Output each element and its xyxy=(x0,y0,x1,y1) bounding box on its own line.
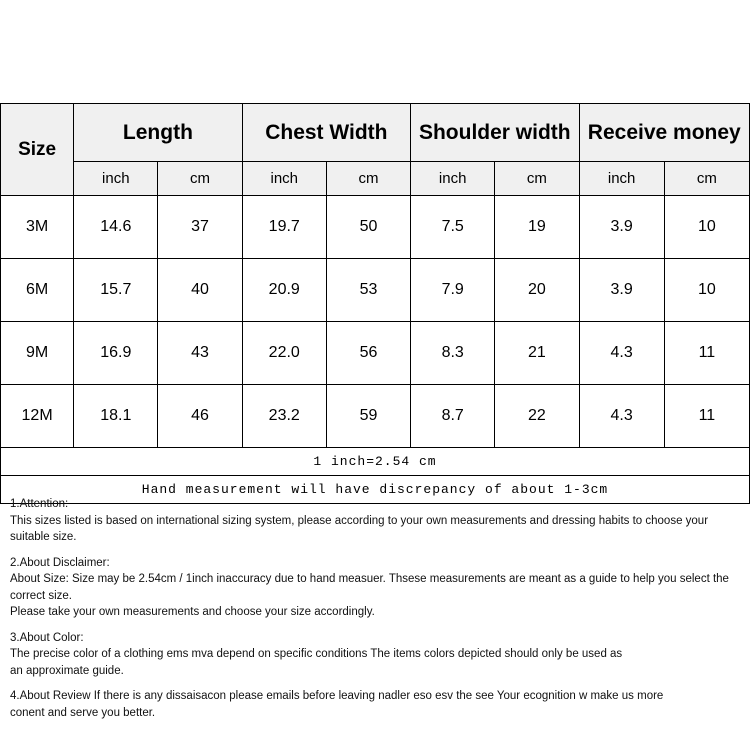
cell-receive-cm: 10 xyxy=(664,196,749,259)
cell-shoulder-cm: 21 xyxy=(495,322,579,385)
cell-length-cm: 40 xyxy=(158,259,242,322)
cell-chest-inch: 23.2 xyxy=(242,385,326,448)
cell-shoulder-inch: 8.3 xyxy=(411,322,495,385)
cell-length-inch: 14.6 xyxy=(74,196,158,259)
table-unit-row xyxy=(1,162,750,196)
unit-chest-cm: cm xyxy=(326,162,410,196)
header-chest-width: Chest Width xyxy=(242,104,410,162)
note-color-title: 3.About Color: xyxy=(10,631,84,644)
cell-chest-cm: 50 xyxy=(326,196,410,259)
cell-shoulder-inch: 7.5 xyxy=(411,196,495,259)
cell-chest-cm: 53 xyxy=(326,259,410,322)
cell-receive-cm: 11 xyxy=(664,322,749,385)
note-review-title: 4.About Review If there is any dissaisacon please emails before leaving nadler eso esv the see Your ecognition w make us more xyxy=(10,690,664,702)
discrepancy-note: Hand measurement will have discrepancy of about 1-3cm xyxy=(1,476,750,504)
unit-receive-inch: inch xyxy=(579,162,664,196)
unit-shoulder-cm: cm xyxy=(495,162,579,196)
row-size: 12M xyxy=(1,385,74,448)
cell-receive-inch: 3.9 xyxy=(579,259,664,322)
table-row xyxy=(1,385,750,448)
cell-chest-cm: 56 xyxy=(326,322,410,385)
cell-shoulder-cm: 22 xyxy=(495,385,579,448)
cell-length-cm: 43 xyxy=(158,322,242,385)
unit-receive-cm: cm xyxy=(664,162,749,196)
row-size: 9M xyxy=(1,322,74,385)
cell-receive-inch: 3.9 xyxy=(579,196,664,259)
cell-receive-cm: 11 xyxy=(664,385,749,448)
table-row xyxy=(1,259,750,322)
note-color-body-2: an approximate guide. xyxy=(10,664,124,677)
cell-receive-inch: 4.3 xyxy=(579,385,664,448)
size-table-container xyxy=(0,103,750,504)
table-header-row xyxy=(1,104,750,162)
cell-length-inch: 15.7 xyxy=(74,259,158,322)
note-disclaimer-body-2: Please take your own measurements and choose your size accordingly. xyxy=(10,606,375,618)
cell-length-cm: 37 xyxy=(158,196,242,259)
cell-length-inch: 18.1 xyxy=(74,385,158,448)
table-footer-conversion-row xyxy=(1,448,750,476)
size-table xyxy=(0,103,750,504)
note-attention-title: 1.Attention: xyxy=(10,498,69,510)
table-row xyxy=(1,322,750,385)
header-length: Length xyxy=(74,104,242,162)
cell-length-cm: 46 xyxy=(158,385,242,448)
cell-shoulder-inch: 8.7 xyxy=(411,385,495,448)
unit-length-cm: cm xyxy=(158,162,242,196)
cell-receive-cm: 10 xyxy=(664,259,749,322)
cell-shoulder-cm: 20 xyxy=(495,259,579,322)
unit-chest-inch: inch xyxy=(242,162,326,196)
cell-shoulder-inch: 7.9 xyxy=(411,259,495,322)
notes-section xyxy=(10,496,740,730)
row-size: 3M xyxy=(1,196,74,259)
cell-shoulder-cm: 19 xyxy=(495,196,579,259)
note-color-body-1: The precise color of a clothing ems mva depend on specific conditions The items colors depicted should only be used as xyxy=(10,648,623,660)
note-review-body: conent and serve you better. xyxy=(10,706,156,719)
note-attention-body: This sizes listed is based on international sizing system, please according to your own measurements and dressing habits to choose your suitable size. xyxy=(10,514,709,543)
row-size: 6M xyxy=(1,259,74,322)
header-shoulder-width: Shoulder width xyxy=(411,104,579,162)
cell-length-inch: 16.9 xyxy=(74,322,158,385)
cell-chest-inch: 22.0 xyxy=(242,322,326,385)
cell-chest-inch: 20.9 xyxy=(242,259,326,322)
conversion-note: 1 inch=2.54 cm xyxy=(1,448,750,476)
note-disclaimer-body-1: About Size: Size may be 2.54cm / 1inch inaccuracy due to hand measuer. Thsese measurements are meant as a guide to help you select the correct size. xyxy=(10,573,729,602)
cell-chest-cm: 59 xyxy=(326,385,410,448)
note-disclaimer-title: 2.About Disclaimer: xyxy=(10,556,110,569)
unit-shoulder-inch: inch xyxy=(411,162,495,196)
unit-length-inch: inch xyxy=(74,162,158,196)
header-size: Size xyxy=(1,104,74,196)
cell-receive-inch: 4.3 xyxy=(579,322,664,385)
cell-chest-inch: 19.7 xyxy=(242,196,326,259)
table-row xyxy=(1,196,750,259)
header-receive-money: Receive money xyxy=(579,104,749,162)
